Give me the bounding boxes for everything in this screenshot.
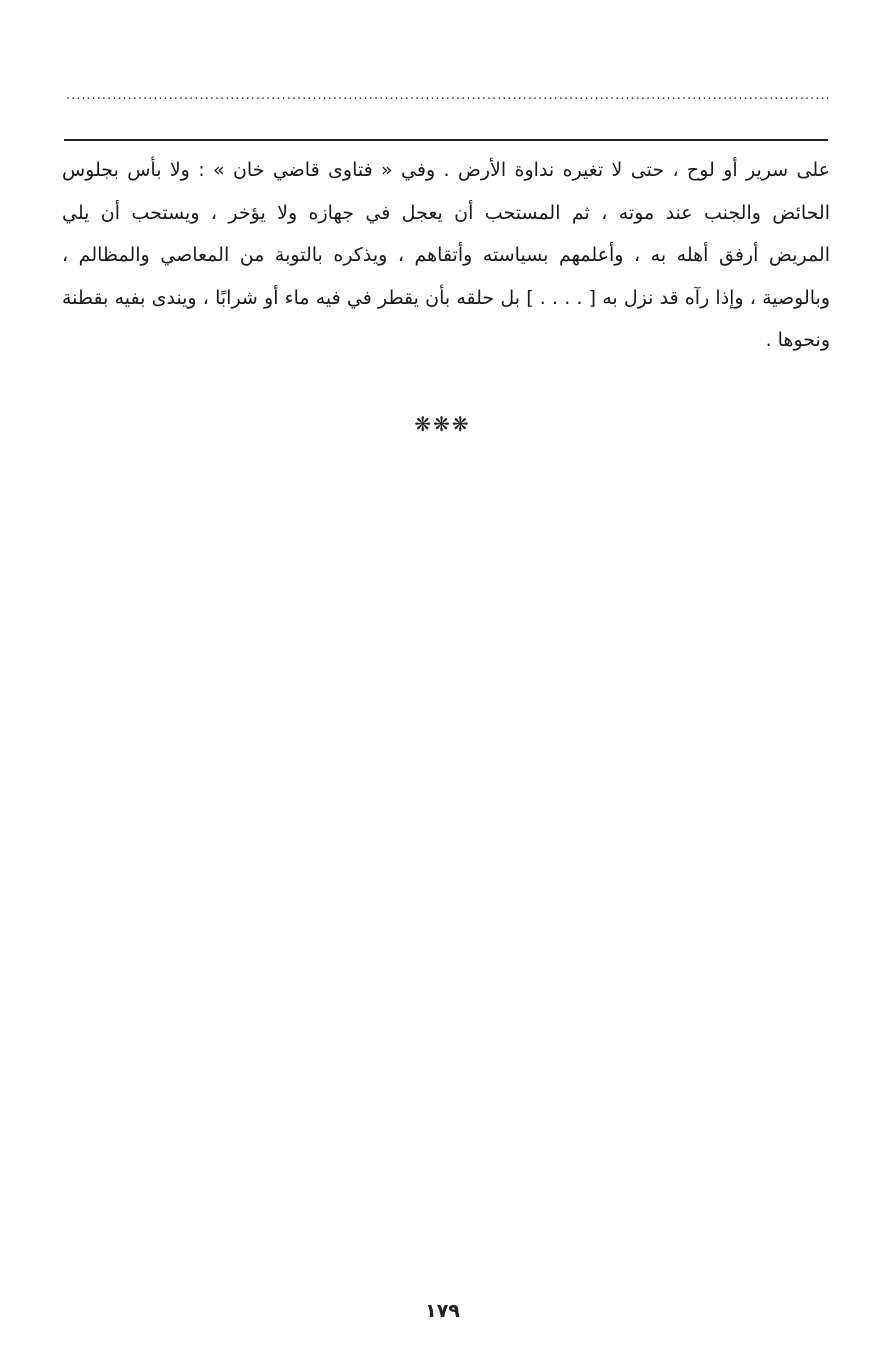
footnote-line: وبالوصية ، وإذا رآه قد نزل به [ . . . . ] بل حلقه بأن يقطر في فيه ماء أو شرابًا ، ويندى بفيه بقطنة — [62, 286, 830, 309]
footnote-rule — [64, 139, 828, 141]
page-number: ١٧٩ — [425, 1300, 460, 1322]
footnote-line: الحائض والجنب عند موته ، ثم المستحب أن يعجل في جهازه ولا يؤخر ، ويستحب أن يلي — [62, 201, 830, 224]
footnote-text — [62, 149, 830, 362]
footnote-line: المريض أرفق أهله به ، وأعلمهم بسياسته وأتقاهم ، ويذكره بالتوبة من المعاصي والمظالم ، — [62, 244, 830, 266]
dotted-separator — [66, 86, 828, 106]
footnote-line: ونحوها . — [765, 329, 830, 351]
footnote-line: على سرير أو لوح ، حتى لا تغيره نداوة الأرض . وفي « فتاوى قاضي خان » : ولا بأس بجلوس — [62, 159, 830, 181]
section-divider: ❋❋❋ — [414, 412, 471, 436]
